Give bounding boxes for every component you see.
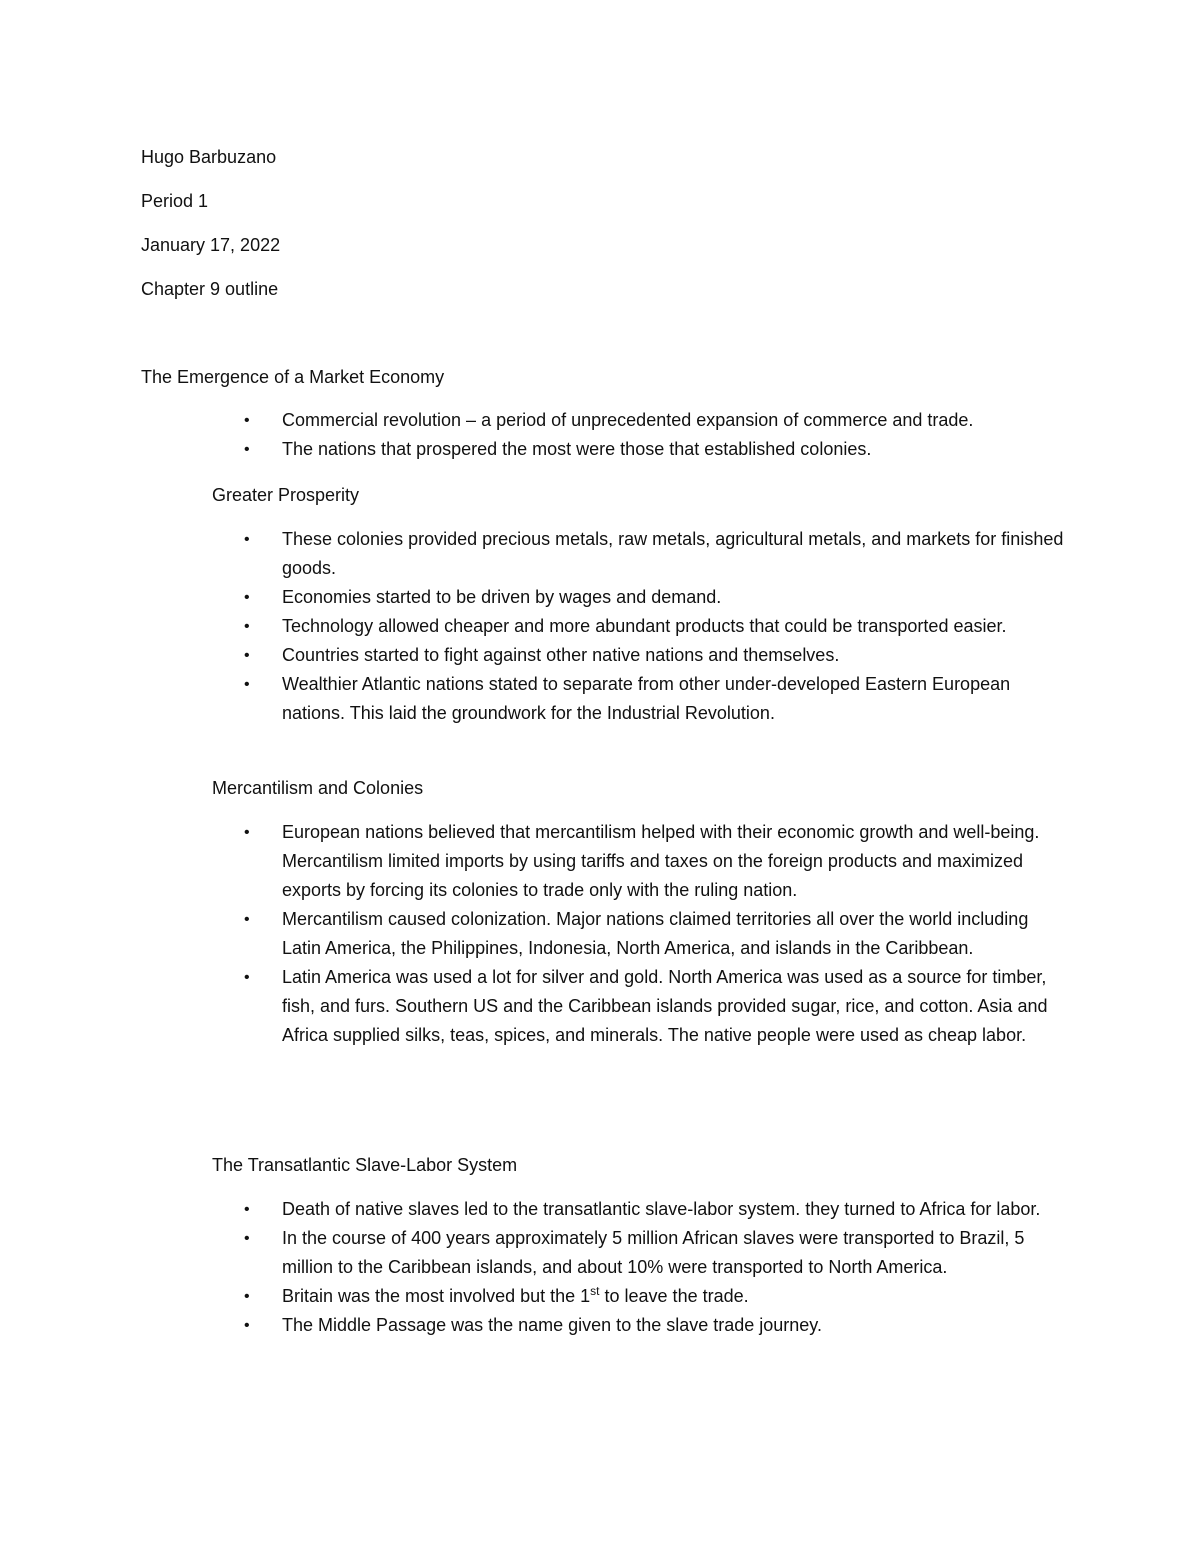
bullet-icon: • — [244, 969, 250, 986]
superscript-ordinal: st — [590, 1284, 600, 1298]
list-item-text: Economies started to be driven by wages and demand. — [282, 587, 722, 607]
list-item — [244, 406, 1064, 435]
section-heading: Mercantilism and Colonies — [212, 778, 424, 798]
section-heading: The Transatlantic Slave-Labor System — [212, 1155, 518, 1175]
list-item — [244, 612, 1064, 641]
bullet-icon: • — [244, 441, 250, 458]
bullet-icon: • — [244, 1230, 250, 1247]
list-item-text: These colonies provided precious metals, raw metals, agricultural metals, and markets for finished goods. — [282, 529, 1064, 578]
list-item — [244, 1282, 1064, 1311]
bullet-icon: • — [244, 589, 250, 606]
bullet-icon: • — [244, 618, 250, 635]
bullet-icon: • — [244, 647, 250, 664]
list-item — [244, 641, 1064, 670]
document-title: Chapter 9 outline — [141, 279, 279, 299]
document-date: January 17, 2022 — [141, 235, 281, 255]
bullet-icon: • — [244, 1288, 250, 1305]
bullet-icon: • — [244, 412, 250, 429]
list-item — [244, 905, 1064, 963]
list-item — [244, 670, 1064, 728]
list-item — [244, 525, 1064, 583]
list-item — [244, 583, 1064, 612]
list-item-text: Countries started to fight against other native nations and themselves. — [282, 645, 840, 665]
list-item-text: Technology allowed cheaper and more abundant products that could be transported easier. — [282, 616, 1007, 636]
list-item — [244, 435, 1064, 464]
bullet-icon: • — [244, 824, 250, 841]
bullet-icon: • — [244, 531, 250, 548]
list-item — [244, 1311, 1064, 1340]
section-heading: The Emergence of a Market Economy — [141, 367, 445, 387]
bullet-icon: • — [244, 1201, 250, 1218]
list-item — [244, 1195, 1064, 1224]
list-item — [244, 1224, 1064, 1282]
list-item-text: Wealthier Atlantic nations stated to separate from other under-developed Eastern European nations. This laid the groundwork for the Industrial Revolution. — [282, 674, 1011, 723]
list-item-text: In the course of 400 years approximately 5 million African slaves were transported to Brazil, 5 million to the Caribbean islands, and about 10% were transported to North America. — [282, 1228, 1025, 1277]
list-item-text: Death of native slaves led to the transatlantic slave-labor system. they turned to Africa for labor. — [282, 1199, 1041, 1219]
bullet-icon: • — [244, 1317, 250, 1334]
bullet-list — [244, 1195, 1064, 1340]
list-item-text: Latin America was used a lot for silver and gold. North America was used as a source for timber, fish, and furs. Southern US and the Caribbean islands provided sugar, rice, and cotton. Asia and Africa supplied silks, teas, spices, and minerals. The native people were used as cheap labor. — [282, 967, 1048, 1045]
list-item — [244, 818, 1064, 905]
list-item — [244, 963, 1064, 1050]
class-period: Period 1 — [141, 191, 209, 211]
list-item-text-continued: to leave the trade. — [599, 1286, 749, 1306]
list-item-text: The nations that prospered the most were those that established colonies. — [282, 439, 872, 459]
bullet-list — [244, 525, 1064, 728]
list-item-text: European nations believed that mercantilism helped with their economic growth and well-being. Mercantilism limited imports by using tariffs and taxes on the foreign products and maximized exports by forcing its colonies to trade only with the ruling nation. — [282, 822, 1040, 900]
section-heading: Greater Prosperity — [212, 485, 360, 505]
list-item-text: The Middle Passage was the name given to the slave trade journey. — [282, 1315, 822, 1335]
bullet-icon: • — [244, 911, 250, 928]
list-item-text: Commercial revolution – a period of unprecedented expansion of commerce and trade. — [282, 410, 974, 430]
list-item-text: Mercantilism caused colonization. Major nations claimed territories all over the world including Latin America, the Philippines, Indonesia, North America, and islands in the Caribbean. — [282, 909, 1029, 958]
author-name: Hugo Barbuzano — [141, 147, 277, 167]
bullet-icon: • — [244, 676, 250, 693]
bullet-list — [244, 818, 1064, 1050]
bullet-list — [244, 406, 1064, 464]
list-item-text: Britain was the most involved but the 1 — [282, 1286, 591, 1306]
